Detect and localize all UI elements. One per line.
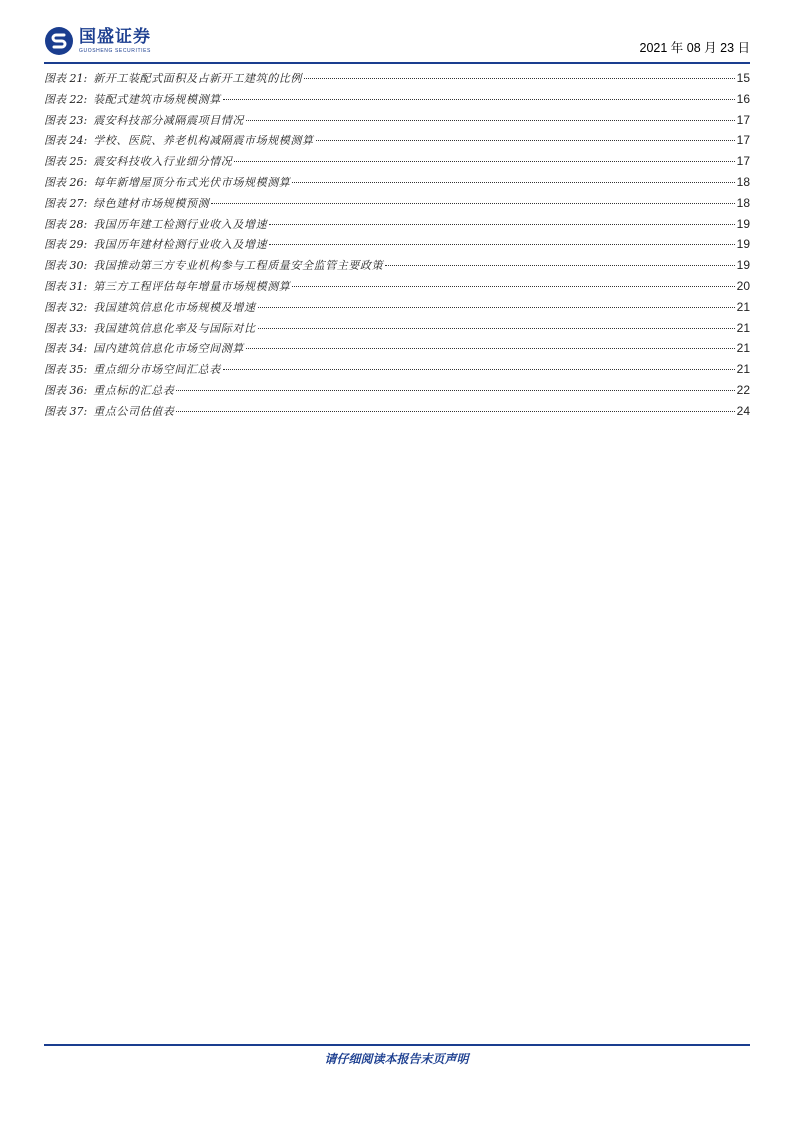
toc-figure-label: 图表 29: [44, 238, 88, 252]
toc-figure-title: 我国历年建材检测行业收入及增速 [93, 238, 268, 252]
toc-dot-leader [258, 328, 735, 329]
toc-dot-leader [246, 348, 735, 349]
report-date: 2021 年 08 月 23 日 [639, 41, 750, 55]
footer-divider [44, 1044, 750, 1046]
toc-figure-label: 图表 34: [44, 342, 88, 356]
toc-dot-leader [316, 140, 735, 141]
header-divider [44, 62, 750, 64]
toc-figure-label: 图表 33: [44, 321, 88, 335]
toc-figure-title: 国内建筑信息化市场空间测算 [93, 342, 245, 356]
toc-entry[interactable] [44, 195, 750, 216]
toc-dot-leader [246, 120, 735, 121]
toc-page-number: 20 [736, 278, 750, 293]
toc-dot-leader [292, 286, 734, 287]
toc-page-number: 21 [736, 362, 750, 377]
toc-figure-label: 图表 22: [44, 92, 88, 106]
toc-entry[interactable] [44, 257, 750, 278]
toc-page-number: 19 [736, 258, 750, 273]
toc-entry[interactable] [44, 91, 750, 112]
toc-entry[interactable] [44, 112, 750, 133]
toc-entry[interactable] [44, 236, 750, 257]
toc-figure-title: 第三方工程评估每年增量市场规模测算 [93, 279, 291, 293]
toc-page-number: 19 [736, 237, 750, 252]
toc-dot-leader [269, 224, 734, 225]
toc-page-number: 21 [736, 341, 750, 356]
toc-figure-label: 图表 24: [44, 134, 88, 148]
toc-entry[interactable] [44, 382, 750, 403]
toc-figure-title: 重点标的汇总表 [93, 383, 175, 397]
toc-entry[interactable] [44, 340, 750, 361]
toc-figure-label: 图表 36: [44, 383, 88, 397]
toc-figure-label: 图表 27: [44, 196, 88, 210]
toc-page-number: 19 [736, 216, 750, 231]
toc-page-number: 17 [736, 112, 750, 127]
toc-figure-label: 图表 30: [44, 259, 88, 273]
toc-dot-leader [211, 203, 734, 204]
toc-figure-title: 重点细分市场空间汇总表 [93, 363, 221, 377]
toc-entry[interactable] [44, 278, 750, 299]
toc-figure-title: 新开工装配式面积及占新开工建筑的比例 [93, 72, 303, 85]
toc-figure-title: 装配式建筑市场规模测算 [93, 92, 221, 106]
toc-figure-title: 震安科技收入行业细分情况 [93, 155, 233, 169]
toc-dot-leader [292, 182, 734, 183]
toc-entry[interactable] [44, 70, 750, 91]
toc-dot-leader [258, 307, 735, 308]
footer-disclaimer: 请仔细阅读本报告末页声明 [324, 1052, 469, 1066]
toc-entry[interactable] [44, 299, 750, 320]
toc-figure-label: 图表 37: [44, 404, 88, 418]
toc-figure-label: 图表 32: [44, 300, 88, 314]
logo-chinese-name: 国盛证券 [79, 26, 151, 47]
toc-figure-title: 震安科技部分减隔震项目情况 [93, 113, 245, 127]
page-header [44, 22, 750, 62]
toc-page-number: 24 [736, 403, 750, 418]
toc-figure-label: 图表 26: [44, 175, 88, 189]
toc-page-number: 18 [736, 195, 750, 210]
logo-english-name: GUOSHENG SECURITIES [79, 47, 151, 54]
toc-entry[interactable] [44, 403, 750, 424]
toc-page-number: 21 [736, 299, 750, 314]
toc-page-number: 17 [736, 133, 750, 148]
toc-dot-leader [385, 265, 734, 266]
toc-figure-title: 重点公司估值表 [93, 404, 175, 418]
toc-dot-leader [176, 411, 734, 412]
guosheng-logo-icon [44, 26, 74, 56]
toc-dot-leader [304, 78, 735, 79]
toc-figure-title: 学校、医院、养老机构减隔震市场规模测算 [93, 134, 314, 148]
toc-figure-title: 我国历年建工检测行业收入及增速 [93, 217, 268, 231]
toc-page-number: 21 [736, 320, 750, 335]
toc-figure-label: 图表 23: [44, 113, 88, 127]
toc-page-number: 16 [736, 91, 750, 106]
toc-entry[interactable] [44, 153, 750, 174]
toc-entry[interactable] [44, 216, 750, 237]
toc-figure-title: 我国建筑信息化率及与国际对比 [93, 321, 256, 335]
toc-figure-label: 图表 21: [44, 72, 88, 85]
toc-dot-leader [234, 161, 734, 162]
toc-entry[interactable] [44, 361, 750, 382]
toc-page-number: 18 [736, 174, 750, 189]
toc-figure-title: 我国建筑信息化市场规模及增速 [93, 300, 256, 314]
toc-entry[interactable] [44, 320, 750, 341]
toc-figure-label: 图表 28: [44, 217, 88, 231]
toc-page-number: 17 [736, 154, 750, 169]
toc-entry[interactable] [44, 132, 750, 153]
toc-entry[interactable] [44, 174, 750, 195]
toc-page-number: 22 [736, 382, 750, 397]
toc-figure-label: 图表 35: [44, 363, 88, 377]
toc-dot-leader [269, 244, 734, 245]
figure-list [44, 70, 750, 424]
company-logo [44, 24, 151, 58]
toc-figure-title: 我国推动第三方专业机构参与工程质量安全监管主要政策 [93, 259, 384, 273]
toc-figure-label: 图表 25: [44, 155, 88, 169]
toc-page-number: 15 [736, 71, 750, 85]
toc-figure-label: 图表 31: [44, 279, 88, 293]
toc-dot-leader [223, 369, 735, 370]
toc-figure-title: 每年新增屋顶分布式光伏市场规模测算 [93, 175, 291, 189]
toc-figure-title: 绿色建材市场规模预测 [93, 196, 210, 210]
toc-dot-leader [223, 99, 735, 100]
toc-dot-leader [176, 390, 734, 391]
